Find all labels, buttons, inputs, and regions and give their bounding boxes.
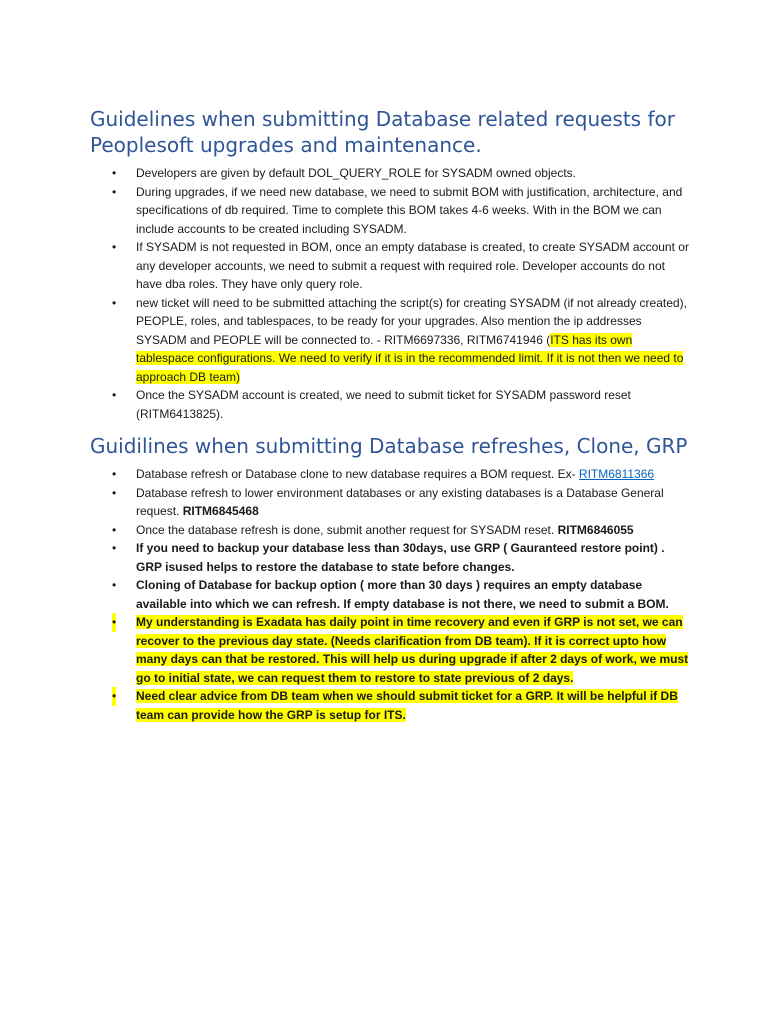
bullet-icon: •: [112, 687, 116, 706]
section1-list: [90, 164, 690, 423]
list-item: [90, 687, 690, 724]
list-item: [90, 613, 690, 687]
list-item-text: Once the SYSADM account is created, we need to submit ticket for SYSADM password reset (RITM6413825).: [136, 388, 631, 421]
list-item-text: Database refresh to lower environment databases or any existing databases is a Database General request.: [136, 485, 664, 518]
list-item: [90, 238, 690, 294]
bullet-icon: •: [112, 578, 117, 592]
list-item: [90, 294, 690, 387]
list-item-text: If SYSADM is not requested in BOM, once an empty database is created, to create SYSADM account or any developer accounts, we need to submit a request with required role. Developer accounts do not have dba roles. They have only query role.: [136, 240, 689, 291]
list-item: [90, 465, 690, 484]
bullet-icon: •: [112, 295, 117, 310]
document-body: [90, 106, 690, 724]
bullet-icon: •: [112, 388, 117, 402]
bullet-icon: •: [112, 613, 116, 632]
list-item-text: new ticket will need to be submitted attaching the script(s) for creating SYSADM (if not already created), PEOPLE, roles, and tablespaces, to be ready for your upgrades. Also mention the ip addresses SYSADM and PEOPLE will be connected to. - RITM6697336, RITM6741946 (: [136, 295, 687, 347]
bullet-icon: •: [112, 184, 117, 199]
list-item: [90, 539, 690, 576]
list-item: [90, 521, 690, 540]
ritm-number: RITM6846055: [557, 522, 634, 537]
highlighted-text: Need clear advice from DB team when we should submit ticket for a GRP. It will be helpful if DB team can provide how the GRP is setup for ITS.: [136, 689, 678, 722]
bullet-icon: •: [112, 240, 117, 254]
ritm-link[interactable]: RITM6811366: [578, 467, 655, 481]
bullet-icon: •: [112, 485, 117, 500]
list-item: [90, 183, 690, 239]
list-item: [90, 386, 690, 423]
bullet-icon: •: [112, 166, 117, 180]
highlighted-text: My understanding is Exadata has daily point in time recovery and even if GRP is not set, we can recover to the previous day state. (Needs clarification from DB team). If it is correct upto how many days can that be restored. This will help us during upgrade if after 2 days of work, we must go to initial state, we can request them to restore to state previous of 2 days.: [136, 615, 689, 685]
ritm-number: RITM6845468: [182, 504, 259, 518]
section1-heading: Guidelines when submitting Database related requests for Peoplesoft upgrades and maintenance.: [90, 107, 675, 157]
list-item: [90, 576, 690, 613]
highlighted-text: ITS has its own tablespace configurations. We need to verify if it is in the recommended limit. If it is not then we need to approach DB team): [136, 332, 684, 384]
list-item: [90, 484, 690, 521]
section2-list: [90, 465, 690, 724]
list-item-text: If you need to backup your database less than 30days, use GRP ( Gauranteed restore point) . GRP isused helps to restore the database to state before changes.: [136, 541, 665, 574]
list-item-text: Database refresh or Database clone to new database requires a BOM request. Ex-: [136, 467, 579, 481]
list-item-text: During upgrades, if we need new database, we need to submit BOM with justification, architecture, and specifications of db required. Time to complete this BOM takes 4-6 weeks. With in the BOM we can include accounts to be created including SYSADM.: [136, 184, 683, 236]
list-item-text: Developers are given by default DOL_QUERY_ROLE for SYSADM owned objects.: [136, 166, 576, 180]
section2-heading: Guidilines when submitting Database refreshes, Clone, GRP: [90, 434, 688, 458]
bullet-icon: •: [112, 467, 117, 481]
list-item-text: Once the database refresh is done, submit another request for SYSADM reset.: [136, 522, 558, 537]
list-item-text: Cloning of Database for backup option ( more than 30 days ) requires an empty database available into which we can refresh. If empty database is not there, we need to submit a BOM.: [136, 578, 669, 611]
list-item: [90, 164, 690, 183]
bullet-icon: •: [112, 541, 117, 555]
bullet-icon: •: [112, 522, 117, 537]
